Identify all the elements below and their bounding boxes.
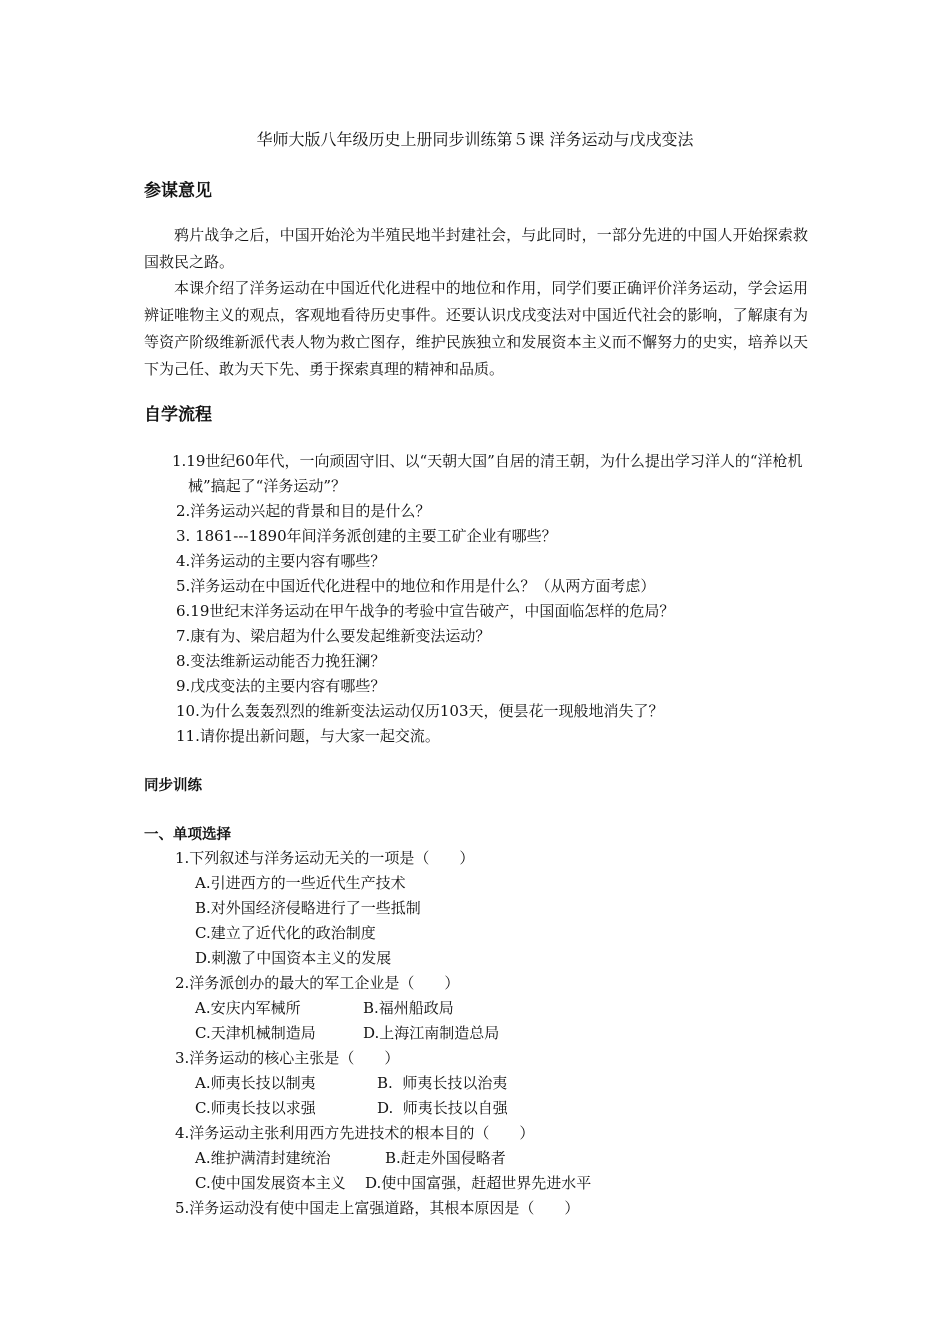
option-b: B.福州船政局	[363, 999, 454, 1017]
advice-paragraph-2: 本课介绍了洋务运动在中国近代化进程中的地位和作用，同学们要正确评价洋务运动，学会运用辨证唯物主义的观点，客观地看待历史事件。还要认识戊戌变法对中国近代社会的影响，了解康有为等资产阶级维新派代表人物为救亡图存，维护民族独立和发展资本主义而不懈努力的史实，培养以天下为己任、敢为天下先、勇于探索真理的精神和品质。	[144, 279, 808, 378]
question-stem: 4.洋务运动主张利用西方先进技术的根本目的（ ）	[175, 1124, 535, 1142]
question-stem: 1.下列叙述与洋务运动无关的一项是（ ）	[175, 849, 475, 867]
option-b: B. 师夷长技以治夷	[377, 1074, 508, 1092]
document-title: 华师大版八年级历史上册同步训练第５课 洋务运动与戊戌变法	[256, 130, 694, 149]
option-a: A.引进西方的一些近代生产技术	[195, 874, 406, 892]
single-choice-heading: 一、单项选择	[144, 827, 231, 843]
option-c: C.天津机械制造局	[195, 1024, 316, 1042]
option-row	[175, 1096, 815, 1121]
self-study-heading: 自学流程	[144, 405, 212, 425]
training-heading: 同步训练	[144, 778, 202, 794]
question-stem: 5.洋务运动没有使中国走上富强道路，其根本原因是（ ）	[175, 1199, 580, 1217]
self-study-question: 2.洋务运动兴起的背景和目的是什么？	[176, 502, 431, 520]
self-study-question: 8.变法维新运动能否力挽狂澜？	[176, 652, 386, 670]
advice-heading: 参谋意见	[144, 181, 212, 201]
self-study-question: 1.19世纪60年代，一向顽固守旧、以“天朝大国”自居的清王朝，为什么提出学习洋人的“洋枪机械”搞起了“洋务运动”？	[172, 452, 803, 495]
advice-paragraph-1: 鸦片战争之后，中国开始沦为半殖民地半封建社会，与此同时，一部分先进的中国人开始探索救国救民之路。	[144, 226, 808, 271]
option-d: D.上海江南制造总局	[363, 1024, 500, 1042]
self-study-question: 7.康有为、梁启超为什么要发起维新变法运动？	[176, 627, 491, 645]
option-b: B.对外国经济侵略进行了一些抵制	[195, 899, 421, 917]
option-c: C.使中国发展资本主义	[195, 1174, 346, 1192]
choice-question-list	[175, 846, 815, 1221]
option-c: C.师夷长技以求强	[195, 1099, 316, 1117]
option-a: A.师夷长技以制夷	[195, 1074, 316, 1092]
option-row	[175, 1146, 815, 1171]
option-d: D.使中国富强，赶超世界先进水平	[365, 1174, 592, 1192]
option-d: D.刺激了中国资本主义的发展	[195, 949, 392, 967]
question-stem: 3.洋务运动的核心主张是（ ）	[175, 1049, 400, 1067]
option-a: A.安庆内军械所	[195, 999, 301, 1017]
self-study-question: 5.洋务运动在中国近代化进程中的地位和作用是什么？（从两方面考虑）	[176, 577, 656, 595]
option-a: A.维护满清封建统治	[195, 1149, 331, 1167]
option-b: B.赶走外国侵略者	[385, 1149, 506, 1167]
self-study-question-list	[172, 449, 812, 749]
option-row	[175, 996, 815, 1021]
option-row	[175, 1071, 815, 1096]
self-study-question: 6.19世纪末洋务运动在甲午战争的考验中宣告破产，中国面临怎样的危局？	[176, 602, 675, 620]
self-study-question: 11.请你提出新问题，与大家一起交流。	[176, 727, 440, 745]
option-row	[175, 1171, 815, 1196]
option-row	[175, 1021, 815, 1046]
self-study-question: 10.为什么轰轰烈烈的维新变法运动仅历103天，便昙花一现般地消失了？	[176, 702, 664, 720]
question-stem: 2.洋务派创办的最大的军工企业是（ ）	[175, 974, 460, 992]
self-study-question: 3. 1861---1890年间洋务派创建的主要工矿企业有哪些？	[176, 527, 557, 545]
self-study-question: 9.戊戌变法的主要内容有哪些？	[176, 677, 386, 695]
option-d: D. 师夷长技以自强	[377, 1099, 508, 1117]
self-study-question: 4.洋务运动的主要内容有哪些？	[176, 552, 386, 570]
option-c: C.建立了近代化的政治制度	[195, 924, 376, 942]
